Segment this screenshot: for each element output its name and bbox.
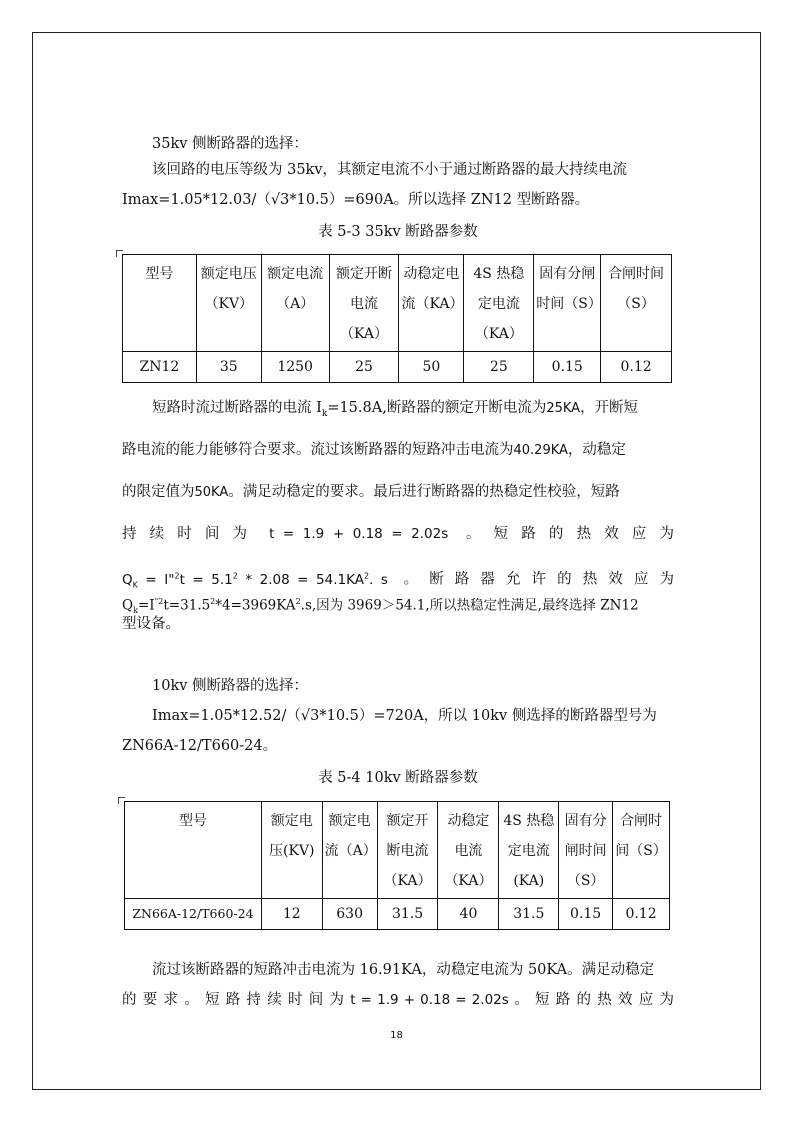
header-cell: 合闸时间（S） [601,255,672,352]
paragraph-line [122,440,674,461]
cell-value: 0.15 [559,899,613,930]
subscript: k [133,606,138,616]
superscript: 2 [232,571,238,580]
cell-value: 12 [261,899,322,930]
cell-model: ZN66A-12/T660-24 [125,899,262,930]
header-cell: 额定电压（KV） [196,255,261,352]
text-run: Q [122,597,134,614]
text-run: .s,因为 3969＞54.1,所以热稳定性满足,最终选择 ZN12 [300,597,639,614]
header-cell: 额定电流（A） [322,802,377,899]
table-row [123,352,672,383]
header-cell: 4S 热稳定电流(KA) [499,802,559,899]
text-run: = I" [145,571,175,588]
paragraph-line [152,398,674,424]
cell-model: ZN12 [123,352,197,383]
text-run: t = 5.1 [179,571,233,588]
superscript: 2 [363,571,370,580]
cell-value: 630 [322,899,377,930]
table-row [125,899,670,930]
text-run: ，动稳定 [567,442,626,458]
header-cell: 型号 [125,802,262,899]
text-run: 。满足动稳定的要求。最后进行断路器的热稳定性校验，短路 [228,484,620,500]
paragraph-line [122,566,674,595]
header-cell: 合闸时间（S） [613,802,670,899]
text-run: t=31.5 [163,597,211,614]
text-run: 的 要 求 。 短 路 持 续 时 间 为 [122,992,345,1008]
text-run: 短路时流过断路器的电流 I [152,400,322,416]
table-header-row [125,802,670,899]
cell-value: 25 [464,352,534,383]
table-caption-5-3: 表 5-3 35kv 断路器参数 [318,224,478,240]
table-header-row [123,255,672,352]
paragraph-line: 型设备。 [122,616,180,632]
value-highlight: 25KA [546,401,581,416]
cell-value: 31.5 [499,899,559,930]
value-highlight: 40.29KA [513,443,568,458]
value-highlight: 50KA [194,485,229,500]
text-run: 。 断 路 器 允 许 的 热 效 应 为 [403,571,674,588]
paragraph-line [122,524,674,544]
cell-value: 40 [438,899,499,930]
cell-value: 0.15 [534,352,601,383]
superscript: "2 [154,597,164,606]
subscript: K [132,580,138,590]
paragraph-line: Imax=1.05*12.52/（√3*10.5）=720A，所以 10kv 侧选择的断路器型号为 [152,708,657,724]
cell-value: 50 [399,352,464,383]
text-run: =I [137,597,155,614]
text-run: ，开断短 [580,400,639,416]
section-heading-35kv: 35kv 侧断路器的选择： [152,136,309,152]
header-cell: 额定开断电流（KA） [329,255,399,352]
paragraph-line: 流过该断路器的短路冲击电流为 16.91KA，动稳定电流为 50KA。满足动稳定 [152,962,655,978]
paragraph-line: ZN66A-12/T660-24。 [122,738,278,754]
text-run: 。 短 路 的 热 效 应 为 [466,526,674,542]
breaker-table-10kv [124,801,670,930]
page-number: 18 [390,1030,403,1041]
text-run: 持 续 时 间 为 [122,526,252,542]
formula: t = 1.9 + 0.18 = 2.02s [269,526,449,542]
header-cell: 4S 热稳定电流（KA） [464,255,534,352]
header-cell: 动稳定电流（KA） [399,255,464,352]
cell-value: 0.12 [601,352,672,383]
superscript: 2 [295,597,301,606]
header-cell: 额定电压(KV) [261,802,322,899]
cell-value: 31.5 [377,899,438,930]
cell-value: 25 [329,352,399,383]
cell-value: 1250 [261,352,329,383]
superscript: 2 [210,597,216,606]
superscript: 2 [174,571,180,580]
text-run: . s [369,571,388,588]
text-run: Q [122,571,133,588]
header-cell: 额定开断电流（KA） [377,802,438,899]
header-cell: 固有分闸时间（S） [534,255,601,352]
paragraph-line: 该回路的电压等级为 35kv，其额定电流不小于通过断路器的最大持续电流 [152,162,628,178]
cell-value: 0.12 [613,899,670,930]
text-run: 的限定值为 [122,484,195,500]
text-run: *4=3969KA [215,597,296,614]
header-cell: 固有分闸时间（S） [559,802,613,899]
breaker-table-35kv [122,254,672,383]
section-heading-10kv: 10kv 侧断路器的选择： [152,678,309,694]
text-run: * 2.08 = 54.1KA [245,571,364,588]
cell-value: 35 [196,352,261,383]
paragraph-line [122,482,674,503]
formula: t = 1.9 + 0.18 = 2.02s [350,992,509,1008]
table-caption-5-4: 表 5-4 10kv 断路器参数 [318,770,478,786]
paragraph-line [122,990,674,1010]
header-cell: 额定电流（A） [261,255,329,352]
paragraph-line: Imax=1.05*12.03/（√3*10.5）=690A。所以选择 ZN12 型断路器。 [122,192,590,208]
text-run: =15.8A,断路器的额定开断电流为 [327,400,547,416]
formula [122,572,388,588]
header-cell: 型号 [123,255,197,352]
text-run: 。 短 路 的 热 效 应 为 [514,992,675,1008]
subscript: k [321,408,328,419]
text-run: 路电流的能力能够符合要求。流过该断路器的短路冲击电流为 [122,442,514,458]
header-cell: 动稳定电流（KA） [438,802,499,899]
